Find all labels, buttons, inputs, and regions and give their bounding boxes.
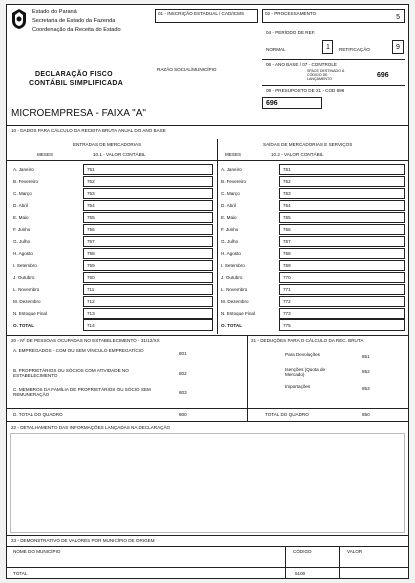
section-10-left-title: ENTRADAS DE MERCADORIAS [73,142,142,147]
section-23-total-code: 5100 [295,571,306,576]
month-label: M. Dezembro [221,299,249,304]
field-02-processing[interactable]: 02 - PROCESSAMENTO 5 [262,9,405,23]
col-code: CÓDIGO [293,549,312,554]
form-title-line1: DECLARAÇÃO FISCO [35,71,113,78]
value-cell[interactable] [279,164,405,175]
processing-value: 5 [396,14,400,21]
value-code: 751 [87,167,95,172]
value-code: 762 [283,179,291,184]
value-cell[interactable] [279,224,405,235]
value-code: 759 [87,263,95,268]
category-title: MICROEMPRESA - FAIXA "A" [11,108,146,119]
right-value-header: 10.2 - VALOR CONTÁBIL [271,152,324,157]
persons-row-code[interactable]: 802 [179,371,187,376]
value-code: 753 [87,191,95,196]
month-label: I. Setembro [13,263,37,268]
deduction-row-label: Isenções (Quota de Mercado) [285,367,326,377]
month-label: E. Maio [221,215,237,220]
month-label: N. Estoque Final [221,311,255,316]
value-code: 765 [283,215,291,220]
month-label: G. Julho [221,239,239,244]
persons-row-label: C. MEMBROS DA FAMÍLIA DE PROPRIETÁRIOS OU SÓCIO SEM REMUNERAÇÃO [13,387,151,397]
persons-row-label: B. PROPRIETÁRIOS OU SÓCIOS COM ATIVIDADE NO ESTABELECIMENTO [13,368,129,378]
value-code: 756 [87,227,95,232]
field-03-label: RAZÃO SOCIAL/MUNICÍPIO [157,67,217,72]
persons-row-code[interactable]: 801 [179,351,187,356]
value-cell[interactable] [279,260,405,271]
month-label: J. Outubro [13,275,35,280]
left-months-header: MESES [37,152,54,157]
persons-row-code[interactable]: 803 [179,390,187,395]
section-23-total-label: TOTAL [13,571,28,576]
value-code: 757 [87,239,95,244]
section-10-right-title: SAÍDAS DE MERCADORIAS E SERVIÇOS [263,142,353,147]
field-08-label: 08 - PRESUPOSTO DE 21 - COD 696 [266,88,345,93]
header-state: Estado do Paraná [32,9,77,15]
value-cell[interactable] [83,236,213,247]
declaration-form [6,4,409,579]
month-label: I. Setembro [221,263,245,268]
value-code: 771 [283,287,291,292]
value-code: 758 [87,251,95,256]
field-04-label: 04 - PERÍODO DE REF. [266,30,316,35]
value-cell[interactable] [279,188,405,199]
value-cell[interactable] [279,284,405,295]
value-code: 711 [87,287,95,292]
right-total-label: O. TOTAL [221,323,243,328]
value-code: 764 [283,203,291,208]
field-08-box[interactable]: 696 [262,97,322,109]
month-label: F. Junho [221,227,239,232]
normal-checkbox[interactable]: 1 [322,40,333,54]
left-total-label: O. TOTAL [13,323,35,328]
section-22-details-area[interactable] [10,433,405,533]
value-code: 752 [87,179,95,184]
header-secretariat: Secretaria de Estado da Fazenda [32,18,116,24]
value-code: 713 [87,311,95,316]
month-label: A. Janeiro [13,167,34,172]
value-cell[interactable] [83,308,213,319]
month-label: D. Abril [221,203,236,208]
value-cell[interactable] [83,212,213,223]
value-code: 761 [283,167,291,172]
left-total-cell[interactable]: 714 [83,319,213,331]
value-cell[interactable] [83,296,213,307]
month-label: H. Agosto [221,251,241,256]
value-code: 772 [283,299,291,304]
control-code: 696 [377,72,389,79]
field-01-state-registration[interactable]: 01 - INSCRIÇÃO ESTADUAL / CAD/ICMS [155,9,258,23]
persons-row-label: A. EMPREGADOS - COM OU SEM VÍNCULO EMPREGATÍCIO [13,348,144,353]
section-23-title: 23 - DEMONSTRATIVO DE VALORES POR MUNICÍPIO DE ORIGEM [11,538,155,543]
right-months-header: MESES [225,152,242,157]
deduction-row-label: Importações [285,384,311,389]
value-cell[interactable] [83,176,213,187]
month-label: H. Agosto [13,251,33,256]
section-22-title: 22 - DETALHAMENTO DAS INFORMAÇÕES LANÇADAS NA DECLARAÇÃO [11,425,171,430]
value-cell[interactable] [279,176,405,187]
value-cell[interactable] [279,296,405,307]
month-label: J. Outubro [221,275,243,280]
retification-label: RETIFICAÇÃO [339,47,370,52]
month-label: M. Dezembro [13,299,41,304]
left-value-header: 10.1 - VALOR CONTÁBIL [93,152,146,157]
field-06-label: 06 - ANO BASE / 07 - CONTROLE [266,62,337,67]
value-cell[interactable] [83,260,213,271]
control-note: SPACE DESTINADO À CÓDIGO DE LANÇAMENTO [307,69,345,81]
value-cell[interactable] [83,224,213,235]
value-code: 773 [283,311,291,316]
value-cell[interactable] [83,272,213,283]
section-21-total-value: 850 [362,412,370,417]
month-label: C. Março [221,191,240,196]
value-code: 763 [283,191,291,196]
deduction-row-code[interactable]: 852 [362,369,370,374]
month-label: F. Junho [13,227,31,232]
value-cell[interactable] [83,248,213,259]
month-label: A. Janeiro [221,167,242,172]
value-cell[interactable] [279,272,405,283]
month-label: L. Novembro [221,287,248,292]
header-coordination: Coordenação da Receita do Estado [32,27,121,33]
value-code: 712 [87,299,95,304]
retification-checkbox[interactable]: 9 [392,40,404,54]
normal-label: NORMAL [266,47,286,52]
value-cell[interactable] [279,248,405,259]
form-title-line2: CONTÁBIL SIMPLIFICADA [29,80,124,87]
col-municipality-name: NOME DO MUNICÍPIO [13,549,61,554]
value-cell[interactable] [279,200,405,211]
value-cell[interactable] [83,164,213,175]
col-value: VALOR [347,549,363,554]
value-cell[interactable] [279,308,405,319]
month-label: L. Novembro [13,287,40,292]
month-label: G. Julho [13,239,31,244]
right-total-cell[interactable]: 775 [279,319,405,331]
value-cell[interactable] [279,236,405,247]
deduction-row-code[interactable]: 851 [362,354,370,359]
section-21-title: 21 - DEDUÇÕES PARA O CÁLCULO DA REC. BRUTA [251,338,364,343]
value-code: 770 [283,275,291,280]
value-cell[interactable] [83,284,213,295]
value-cell[interactable] [279,212,405,223]
section-10-title: 10 - DADOS PARA CÁLCULO DA RECEITA BRUTA ANUAL DO ANO BASE [11,128,166,133]
value-code: 754 [87,203,95,208]
section-20-total-value: 800 [179,412,187,417]
month-label: N. Estoque Final [13,311,47,316]
value-code: 766 [283,227,291,232]
deduction-row-code[interactable]: 853 [362,386,370,391]
value-code: 769 [283,263,291,268]
value-code: 767 [283,239,291,244]
value-code: 768 [283,251,291,256]
month-label: D. Abril [13,203,28,208]
month-label: C. Março [13,191,32,196]
value-code: 755 [87,215,95,220]
month-label: B. Fevereiro [221,179,247,184]
deduction-row-label: Para Devoluções [285,352,320,357]
month-label: E. Maio [13,215,29,220]
section-20-total-label: D. TOTAL DO QUADRO [13,412,63,417]
section-20-title: 20 - Nº DE PESSOAS OCUPADAS NO ESTABELECIMENTO - 31/12/XX [11,338,160,343]
value-cell[interactable] [83,188,213,199]
section-21-total-label: TOTAL DO QUADRO [265,412,309,417]
value-cell[interactable] [83,200,213,211]
state-coat-of-arms-icon [11,8,27,30]
value-code: 760 [87,275,95,280]
month-label: B. Fevereiro [13,179,39,184]
